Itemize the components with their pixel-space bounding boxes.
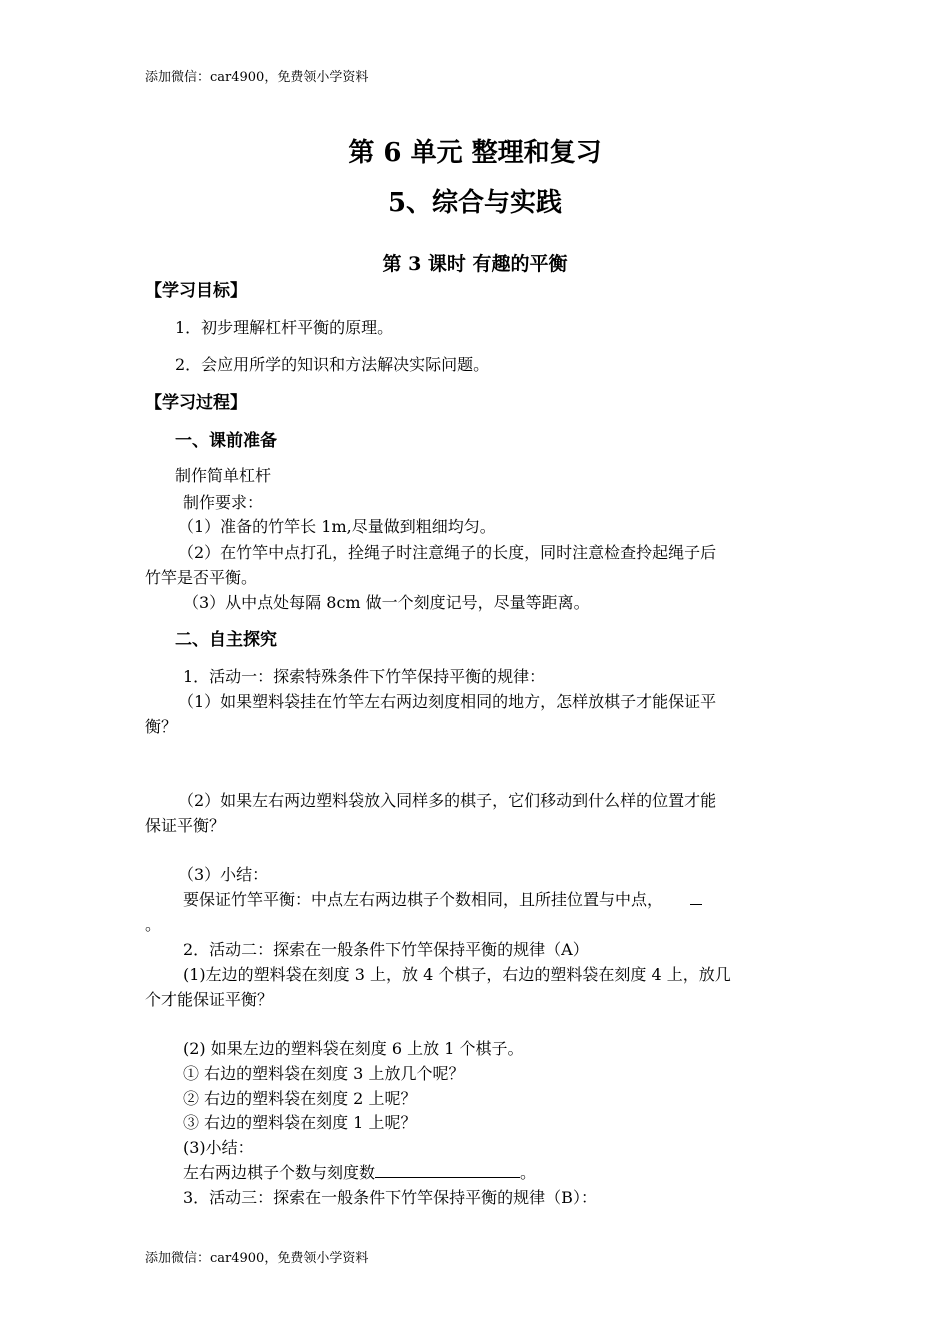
question-line: （2）如果左右两边塑料袋放入同样多的棋子，它们移动到什么样的位置才能	[178, 791, 717, 810]
summary-text: 左右两边棋子个数与刻度数	[183, 1163, 376, 1182]
question-line: (1)左边的塑料袋在刻度 3 上，放 4 个棋子，右边的塑料袋在刻度 4 上，放几	[183, 965, 731, 984]
unit-title: 第 6 单元 整理和复习	[348, 138, 602, 168]
summary-end: 。	[145, 915, 162, 934]
answer-blank[interactable]	[375, 1163, 520, 1178]
page-header: 添加微信：car4900，免费领小学资料	[145, 70, 369, 85]
prep-line: （1）准备的竹竿长 1m,尽量做到粗细均匀。	[178, 517, 496, 536]
activity-title: 1．活动一：探索特殊条件下竹竿保持平衡的规律：	[183, 667, 546, 686]
sub-question: ① 右边的塑料袋在刻度 3 上放几个呢？	[183, 1064, 465, 1083]
section-title: 5、综合与实践	[387, 188, 563, 218]
sub-question: ② 右边的塑料袋在刻度 2 上呢？	[183, 1089, 417, 1108]
summary-line	[183, 887, 702, 910]
prep-line: 制作要求：	[183, 493, 264, 512]
question-line: (2) 如果左边的塑料袋在刻度 6 上放 1 个棋子。	[183, 1039, 524, 1058]
activity-title: 2．活动二：探索在一般条件下竹竿保持平衡的规律（A）	[183, 940, 589, 959]
summary-line	[183, 1160, 536, 1183]
question-line: （1）如果塑料袋挂在竹竿左右两边刻度相同的地方，怎样放棋子才能保证平	[178, 692, 717, 711]
answer-blank[interactable]	[690, 890, 702, 905]
prep-line: （3）从中点处每隔 8cm 做一个刻度记号，尽量等距离。	[183, 593, 590, 612]
summary-label: (3)小结：	[183, 1138, 254, 1157]
page-footer: 添加微信：car4900，免费领小学资料	[145, 1251, 369, 1266]
question-line: 衡？	[145, 717, 178, 736]
sub-question: ③ 右边的塑料袋在刻度 1 上呢？	[183, 1113, 417, 1132]
prep-heading: 一、课前准备	[175, 431, 277, 451]
process-heading: 【学习过程】	[145, 393, 247, 413]
goals-heading: 【学习目标】	[145, 281, 247, 301]
activity-title: 3．活动三：探索在一般条件下竹竿保持平衡的规律（B）：	[183, 1188, 597, 1207]
summary-end: 。	[520, 1163, 537, 1182]
summary-text: 要保证竹竿平衡：中点左右两边棋子个数相同，且所挂位置与中点，	[183, 890, 664, 909]
goal-item: 1．初步理解杠杆平衡的原理。	[175, 318, 394, 337]
question-line: 保证平衡？	[145, 816, 226, 835]
lesson-title: 第 3 课时 有趣的平衡	[382, 253, 568, 275]
prep-line: 制作简单杠杆	[175, 466, 272, 485]
prep-line: 竹竿是否平衡。	[145, 568, 258, 587]
explore-heading: 二、自主探究	[175, 630, 277, 650]
question-line: 个才能保证平衡？	[145, 990, 274, 1009]
prep-line: （2）在竹竿中点打孔，拴绳子时注意绳子的长度，同时注意检查拎起绳子后	[178, 543, 717, 562]
summary-label: （3）小结：	[178, 865, 269, 884]
goal-item: 2．会应用所学的知识和方法解决实际问题。	[175, 355, 490, 374]
